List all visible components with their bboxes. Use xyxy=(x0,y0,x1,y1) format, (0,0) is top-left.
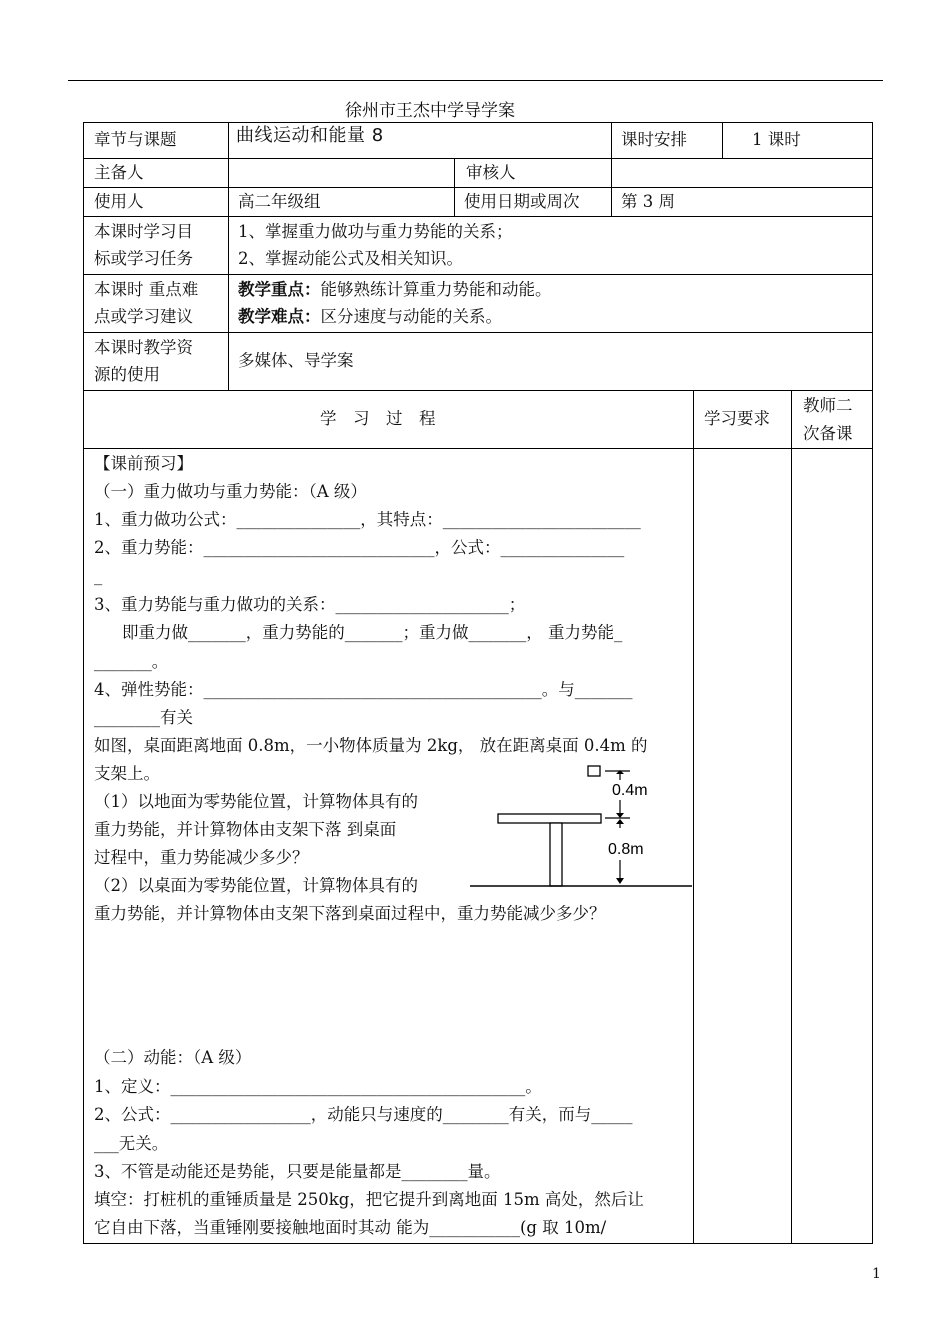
difficulty-title: 教学难点： xyxy=(238,307,321,326)
key-point xyxy=(238,276,552,304)
question-line: 重力势能，并计算物体由支架下落 到桌面 xyxy=(94,820,397,839)
resource-value: 多媒体、导学案 xyxy=(238,351,354,370)
column-divider xyxy=(693,390,694,1244)
question-line: 过程中，重力势能减少多少？ xyxy=(94,848,309,867)
goals-label: 标或学习任务 xyxy=(94,249,193,268)
preparer-label: 主备人 xyxy=(94,163,144,182)
question-line: 重力势能，并计算物体由支架下落到桌面过程中，重力势能减少多少？ xyxy=(94,904,606,923)
chapter-label: 章节与课题 xyxy=(94,130,177,149)
height-label-upper: 0.4m xyxy=(612,782,648,799)
question-line: 即重力做_______，重力势能的_______；重力做_______， 重力势能_ xyxy=(122,623,623,642)
page-number: 1 xyxy=(872,1266,881,1282)
example-text: 支架上。 xyxy=(94,764,160,783)
question-line: 1、重力做功公式：_______________，其特点：________________________ xyxy=(94,510,641,529)
question-line: 1、定义：___________________________________________。 xyxy=(94,1077,542,1096)
column-divider xyxy=(611,158,612,216)
teacher-header: 次备课 xyxy=(803,424,853,443)
preview-title: 【课前预习】 xyxy=(94,454,193,473)
column-divider xyxy=(454,158,455,216)
example-text: 如图，桌面距离地面 0.8m，一小物体质量为 2kg， 放在距离桌面 0.4m 的 xyxy=(94,736,648,755)
goal-item: 1、掌握重力做功与重力势能的关系； xyxy=(238,222,513,241)
question-line: 它自由下落，当重锤刚要接触地面时其动 能为___________(g 取 10m/ xyxy=(94,1218,607,1237)
question-line: ________有关 xyxy=(94,708,193,727)
user-label: 使用人 xyxy=(94,192,144,211)
table-diagram xyxy=(460,760,692,892)
table-border-left xyxy=(83,122,84,1244)
object-box xyxy=(588,766,600,776)
question-line: 3、不管是动能还是势能，只要是能量都是________量。 xyxy=(94,1162,501,1181)
table-border-right xyxy=(872,122,873,1244)
row-divider xyxy=(83,274,873,275)
question-line: 2、公式：_________________，动能只与速度的________有关，而与_____ xyxy=(94,1105,633,1124)
schedule-label: 课时安排 xyxy=(621,130,687,149)
difficulty-point xyxy=(238,303,502,331)
question-line: 填空：打桩机的重锤质量是 250kg，把它提升到离地面 15m 高处，然后让 xyxy=(94,1190,644,1209)
resource-label: 源的使用 xyxy=(94,365,160,384)
key-label: 本课时 重点难 xyxy=(94,280,199,299)
question-line: ___无关。 xyxy=(94,1134,169,1153)
arrowhead xyxy=(616,813,624,818)
table-border-bottom xyxy=(83,1243,873,1244)
schedule-value: 1 课时 xyxy=(752,130,801,149)
column-divider xyxy=(611,122,612,158)
row-divider xyxy=(83,390,873,391)
key-point-title: 教学重点： xyxy=(238,280,321,299)
table-leg xyxy=(550,823,562,886)
column-divider xyxy=(722,122,723,158)
top-rule xyxy=(68,80,883,81)
row-divider xyxy=(83,332,873,333)
height-label-lower: 0.8m xyxy=(608,841,644,858)
arrowhead xyxy=(616,819,624,824)
requirement-header: 学习要求 xyxy=(704,409,770,428)
question-line: 4、弹性势能：_________________________________________。与_______ xyxy=(94,680,633,699)
reviewer-label: 审核人 xyxy=(466,163,516,182)
arrowhead xyxy=(616,878,624,884)
key-label: 点或学习建议 xyxy=(94,307,193,326)
question-line: 3、重力势能与重力做功的关系：_____________________； xyxy=(94,595,526,614)
chapter-value: 曲线运动和能量 8 xyxy=(236,125,384,146)
school-title: 徐州市王杰中学导学案 xyxy=(345,101,515,121)
question-line: _ xyxy=(94,566,103,585)
column-divider xyxy=(791,390,792,1244)
row-divider xyxy=(83,216,873,217)
question-line: 2、重力势能：____________________________，公式：_______________ xyxy=(94,538,625,557)
goal-item: 2、掌握动能公式及相关知识。 xyxy=(238,249,463,268)
tabletop xyxy=(498,814,601,823)
date-label: 使用日期或周次 xyxy=(464,192,580,211)
difficulty-text: 区分速度与动能的关系。 xyxy=(320,307,502,326)
resource-label: 本课时教学资 xyxy=(94,338,193,357)
key-point-text: 能够熟练计算重力势能和动能。 xyxy=(320,280,552,299)
question-line: （1）以地面为零势能位置，计算物体具有的 xyxy=(94,792,418,811)
date-value: 第 3 周 xyxy=(621,192,675,211)
teacher-header: 教师二 xyxy=(803,396,853,415)
section-title: （二）动能：（A 级） xyxy=(94,1048,252,1067)
user-value: 高二年级组 xyxy=(238,192,321,211)
table-border-top xyxy=(83,122,873,123)
question-line: （2）以桌面为零势能位置，计算物体具有的 xyxy=(94,876,418,895)
process-header: 学 习 过 程 xyxy=(320,409,436,428)
row-divider xyxy=(83,448,873,449)
goals-label: 本课时学习目 xyxy=(94,222,193,241)
section-title: （一）重力做功与重力势能：（A 级） xyxy=(94,482,367,501)
column-divider xyxy=(228,122,229,390)
question-line: _______。 xyxy=(94,652,169,671)
